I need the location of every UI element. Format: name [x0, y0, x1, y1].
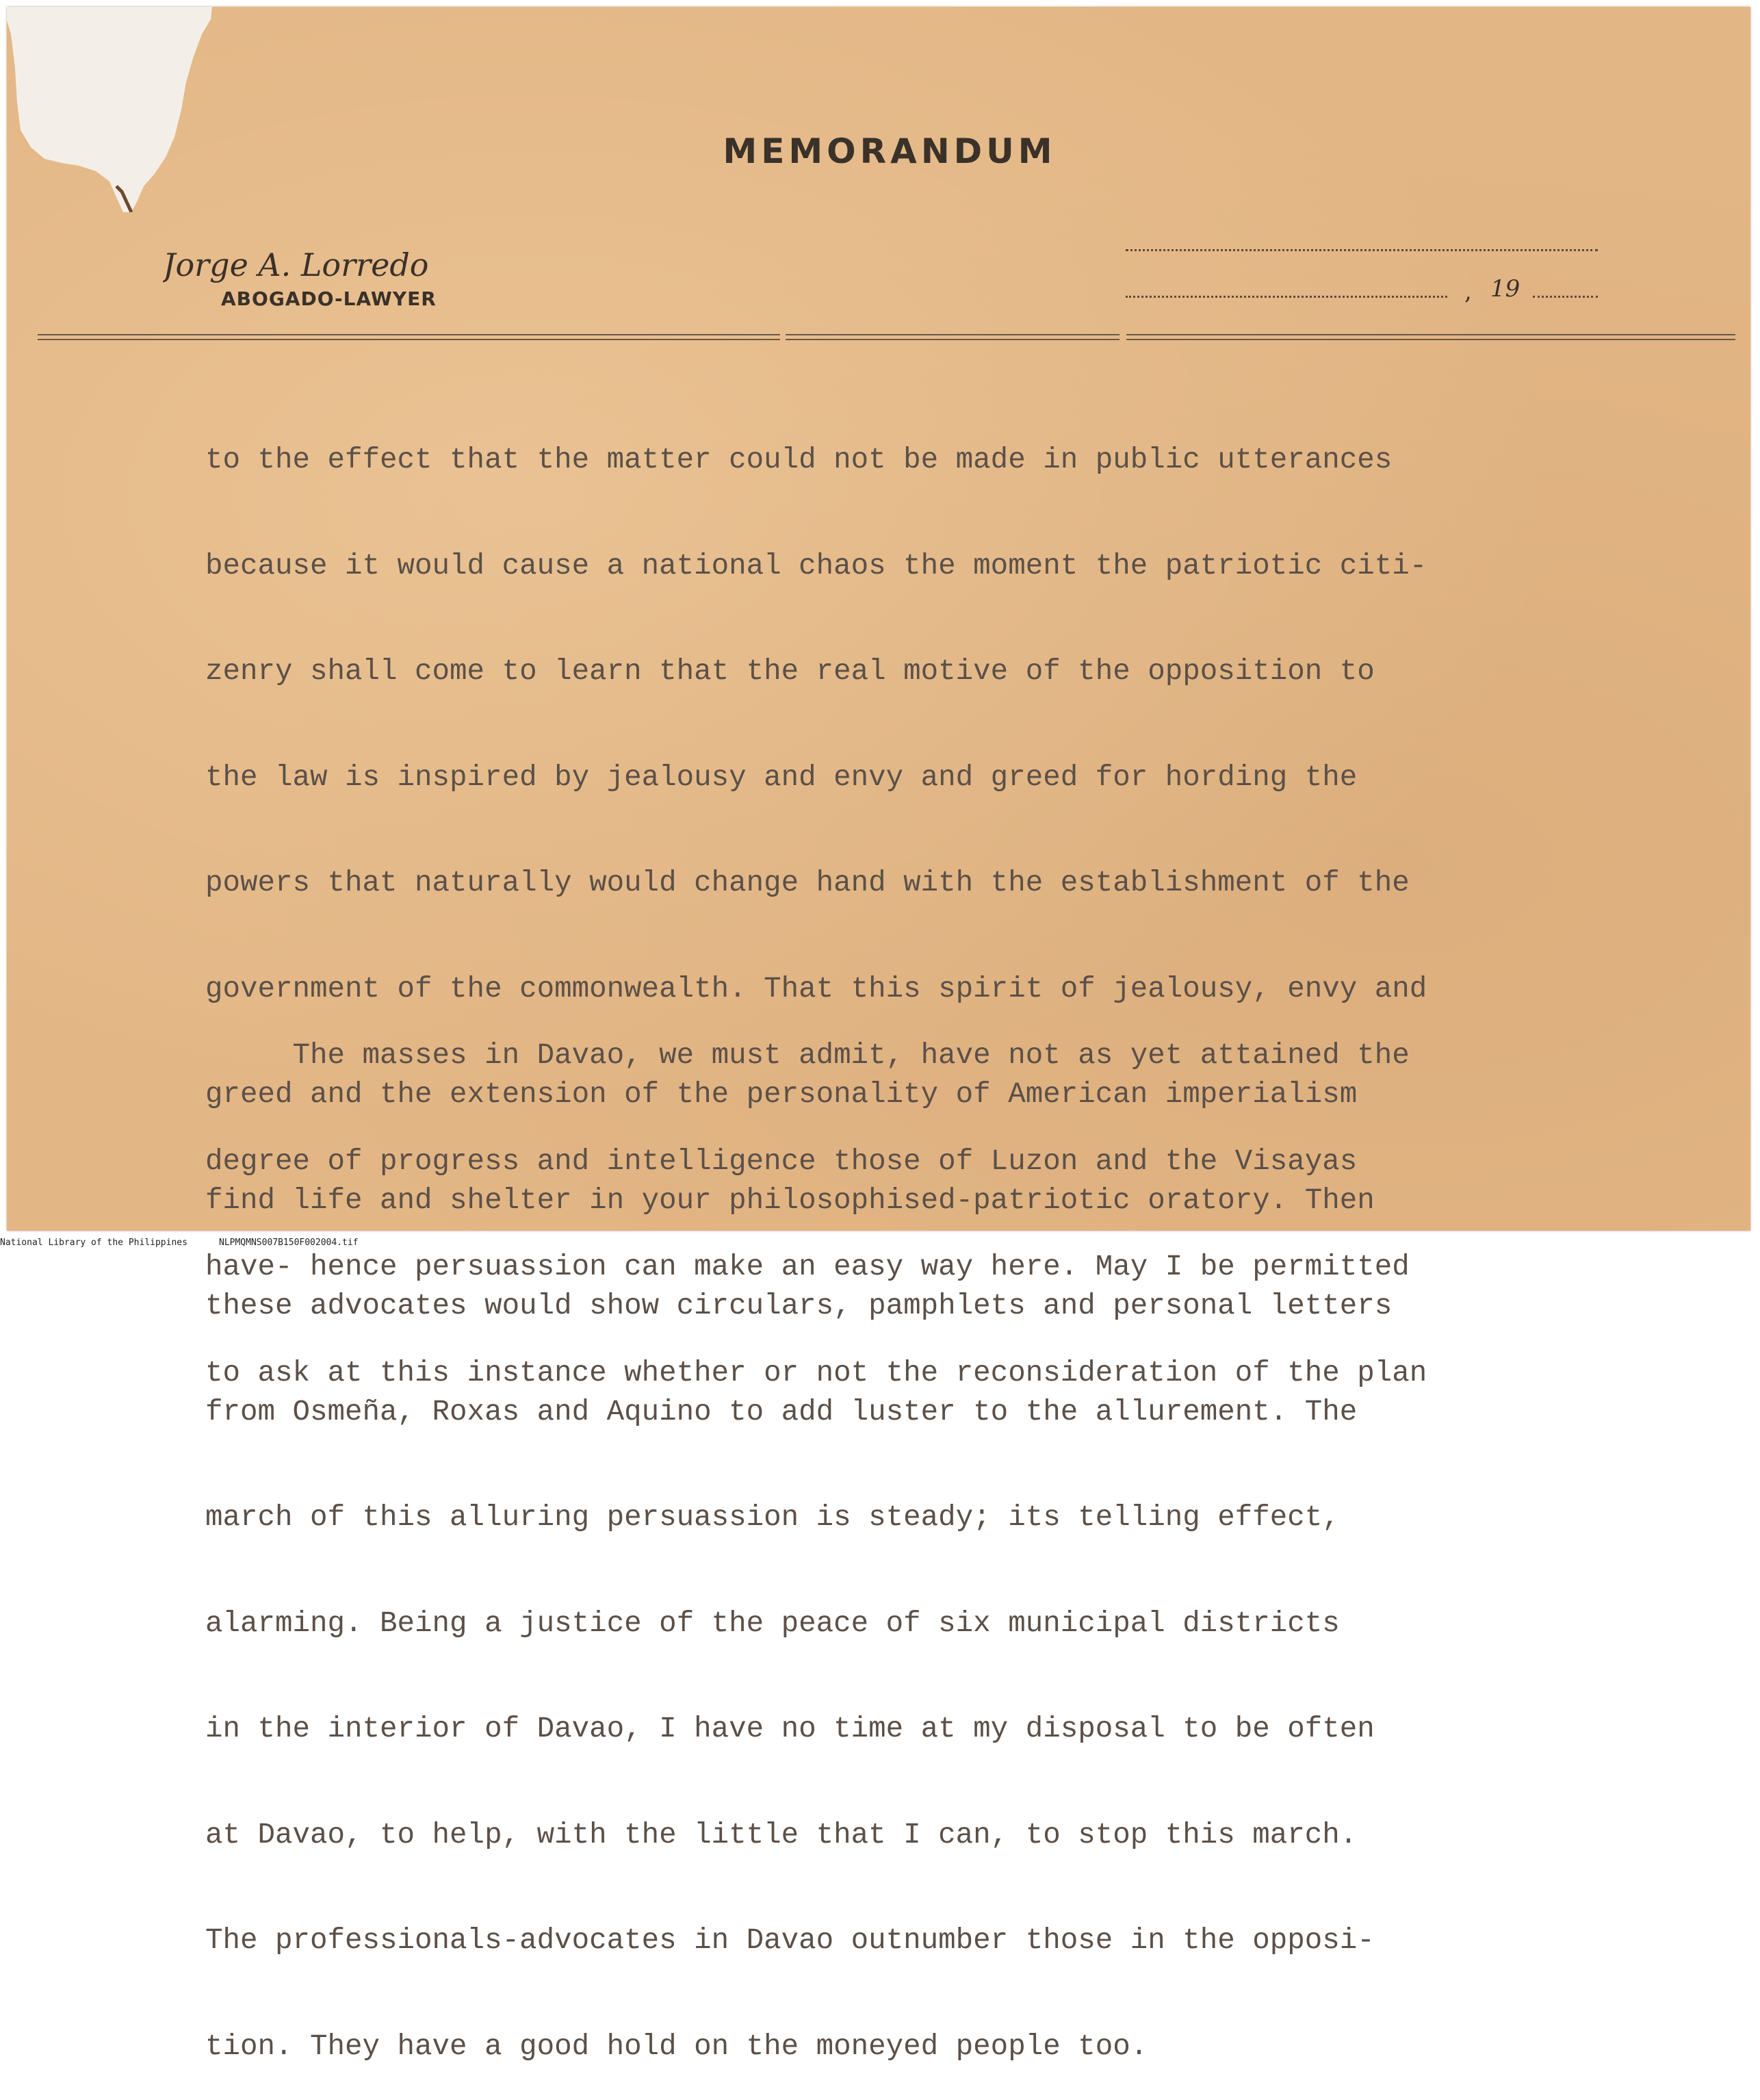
text-line: find life and shelter in your philosophised-patriotic oratory. Then	[205, 1183, 1375, 1217]
date-line-bottom	[1126, 296, 1447, 298]
date-comma: ,	[1464, 278, 1472, 305]
text-line: the law is inspired by jealousy and envy and greed for hording the	[205, 760, 1358, 794]
text-line: degree of progress and intelligence those of Luzon and the Visayas	[205, 1144, 1358, 1178]
text-line: government of the commonwealth. That this spirit of jealousy, envy and	[205, 972, 1427, 1006]
text-line: The masses in Davao, we must admit, have not as yet attained the	[205, 1039, 1410, 1072]
paragraph-2	[205, 968, 1683, 1426]
header-rule-right	[1126, 334, 1735, 340]
torn-corner	[7, 7, 212, 212]
header-rule-middle	[786, 334, 1120, 340]
text-line: march of this alluring persuassion is steady; its telling effect,	[205, 1501, 1340, 1534]
text-line: because it would cause a national chaos the moment the patriotic citi-	[205, 549, 1427, 582]
text-line: to ask at this instance whether or not the reconsideration of the plan	[205, 1356, 1427, 1390]
text-line: to the effect that the matter could not be made in public utterances	[205, 444, 1393, 476]
header-rule-left	[38, 334, 780, 340]
text-line: tion. They have a good hold on the moneyed people too.	[205, 2029, 1148, 2063]
signature	[163, 238, 519, 293]
text-line: zenry shall come to learn that the real motive of the opposition to	[205, 655, 1375, 688]
profession-label: ABOGADO-LAWYER	[221, 287, 437, 310]
text-line: have- hence persuassion can make an easy way here. May I be permitted	[205, 1251, 1410, 1283]
date-year: 19	[1490, 275, 1520, 303]
text-line: in the interior of Davao, I have no time at my disposal to be often	[205, 1713, 1375, 1745]
text-line: from Osmeña, Roxas and Aquino to add luster to the allurement. The	[205, 1395, 1358, 1429]
text-line: these advocates would show circulars, pamphlets and personal letters	[205, 1290, 1393, 1322]
date-line-year	[1533, 296, 1598, 298]
footer-library: National Library of the Philippines	[0, 1238, 187, 1248]
memo-title: MEMORANDUM	[723, 131, 1057, 171]
date-line-top	[1126, 249, 1598, 251]
text-line: alarming. Being a justice of the peace of six municipal districts	[205, 1606, 1340, 1640]
text-line: powers that naturally would change hand with the establishment of the	[205, 867, 1410, 899]
text-line: The professionals-advocates in Davao outnumber those in the opposi-	[205, 1924, 1375, 1957]
text-line: greed and the extension of the personality of American imperialism	[205, 1078, 1358, 1111]
signature-text: Jorge A. Lorredo	[163, 246, 429, 283]
footer-file-id: NLPMQMNS007B150F002004.tif	[219, 1238, 359, 1248]
text-line: at Davao, to help, with the little that I can, to stop this march.	[205, 1818, 1358, 1852]
